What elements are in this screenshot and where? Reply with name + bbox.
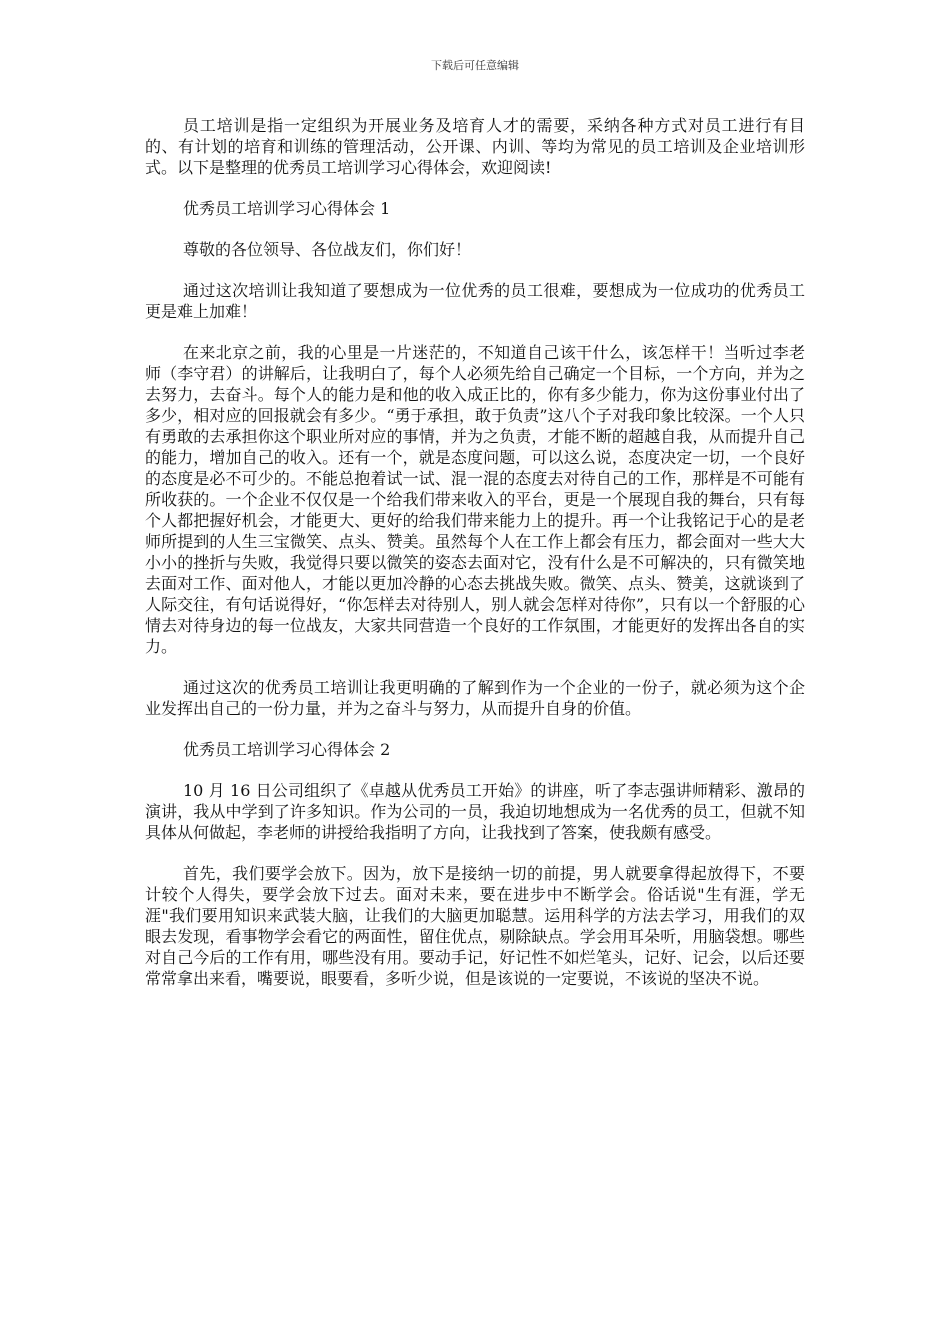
document-body — [145, 115, 805, 1009]
section-heading-2: 优秀员工培训学习心得体会 2 — [183, 740, 391, 759]
section-heading-1: 优秀员工培训学习心得体会 1 — [183, 199, 391, 218]
body-paragraph: 通过这次培训让我知道了要想成为一位优秀的员工很难，要想成为一位成功的优秀员工更是难上加难！ — [145, 281, 805, 321]
body-paragraph: 通过这次的优秀员工培训让我更明确的了解到作为一个企业的一份子，就必须为这个企业发挥出自己的一份力量，并为之奋斗与努力，从而提升自身的价值。 — [145, 678, 805, 718]
body-paragraph: 10 月 16 日公司组织了《卓越从优秀员工开始》的讲座，听了李志强讲师精彩、激昂的演讲，我从中学到了许多知识。作为公司的一员，我迫切地想成为一名优秀的员工，但就不知具体从何做起，李老师的讲授给我指明了方向，让我找到了答案，使我颇有感受。 — [145, 781, 805, 842]
body-paragraph: 首先，我们要学会放下。因为，放下是接纳一切的前提，男人就要拿得起放得下，不要计较个人得失，要学会放下过去。面对未来，要在进步中不断学会。俗话说"生有涯，学无涯"我们要用知识来武装大脑，让我们的大脑更加聪慧。运用科学的方法去学习，用我们的双眼去发现，看事物学会看它的两面性，留住优点，剔除缺点。学会用耳朵听，用脑袋想。哪些对自己今后的工作有用，哪些没有用。要动手记，好记性不如烂笔头，记好、记会，以后还要常常拿出来看，嘴要说，眼要看，多听少说，但是该说的一定要说，不该说的坚决不说。 — [145, 864, 805, 988]
intro-paragraph: 员工培训是指一定组织为开展业务及培育人才的需要，采纳各种方式对员工进行有目的、有计划的培育和训练的管理活动，公开课、内训、等均为常见的员工培训及企业培训形式。以下是整理的优秀员工培训学习心得体会，欢迎阅读! — [145, 116, 805, 177]
body-paragraph: 在来北京之前，我的心里是一片迷茫的，不知道自己该干什么，该怎样干！当听过李老师（李守君）的讲解后，让我明白了，每个人必须先给自己确定一个目标，一个方向，并为之去努力，去奋斗。每个人的能力是和他的收入成正比的，你有多少能力，你为这份事业付出了多少，相对应的回报就会有多少。“勇于承担，敢于负责”这八个子对我印象比较深。一个人只有勇敢的去承担你这个职业所对应的事情，并为之负责，才能不断的超越自我，从而提升自己的能力，增加自己的收入。还有一个，就是态度问题，可以这么说，态度决定一切，一个良好的态度是必不可少的。不能总抱着试一试、混一混的态度去对待自己的工作，那样是不可能有所收获的。一个企业不仅仅是一个给我们带来收入的平台，更是一个展现自我的舞台，只有每个人都把握好机会，才能更大、更好的给我们带来能力上的提升。再一个让我铭记于心的是老师所提到的人生三宝微笑、点头、赞美。虽然每个人在工作上都会有压力，都会面对一些大大小小的挫折与失败，我觉得只要以微笑的姿态去面对它，没有什么是不可解决的，只有微笑地去面对工作、面对他人，才能以更加冷静的心态去挑战失败。微笑、点头、赞美，这就谈到了人际交往，有句话说得好，“你怎样去对待别人，别人就会怎样对待你”，只有以一个舒服的心情去对待身边的每一位战友，大家共同营造一个良好的工作氛围，才能更好的发挥出各自的实力。 — [145, 343, 805, 656]
header-note: 下载后可任意编辑 — [431, 59, 519, 72]
greeting: 尊敬的各位领导、各位战友们，你们好！ — [183, 240, 472, 259]
